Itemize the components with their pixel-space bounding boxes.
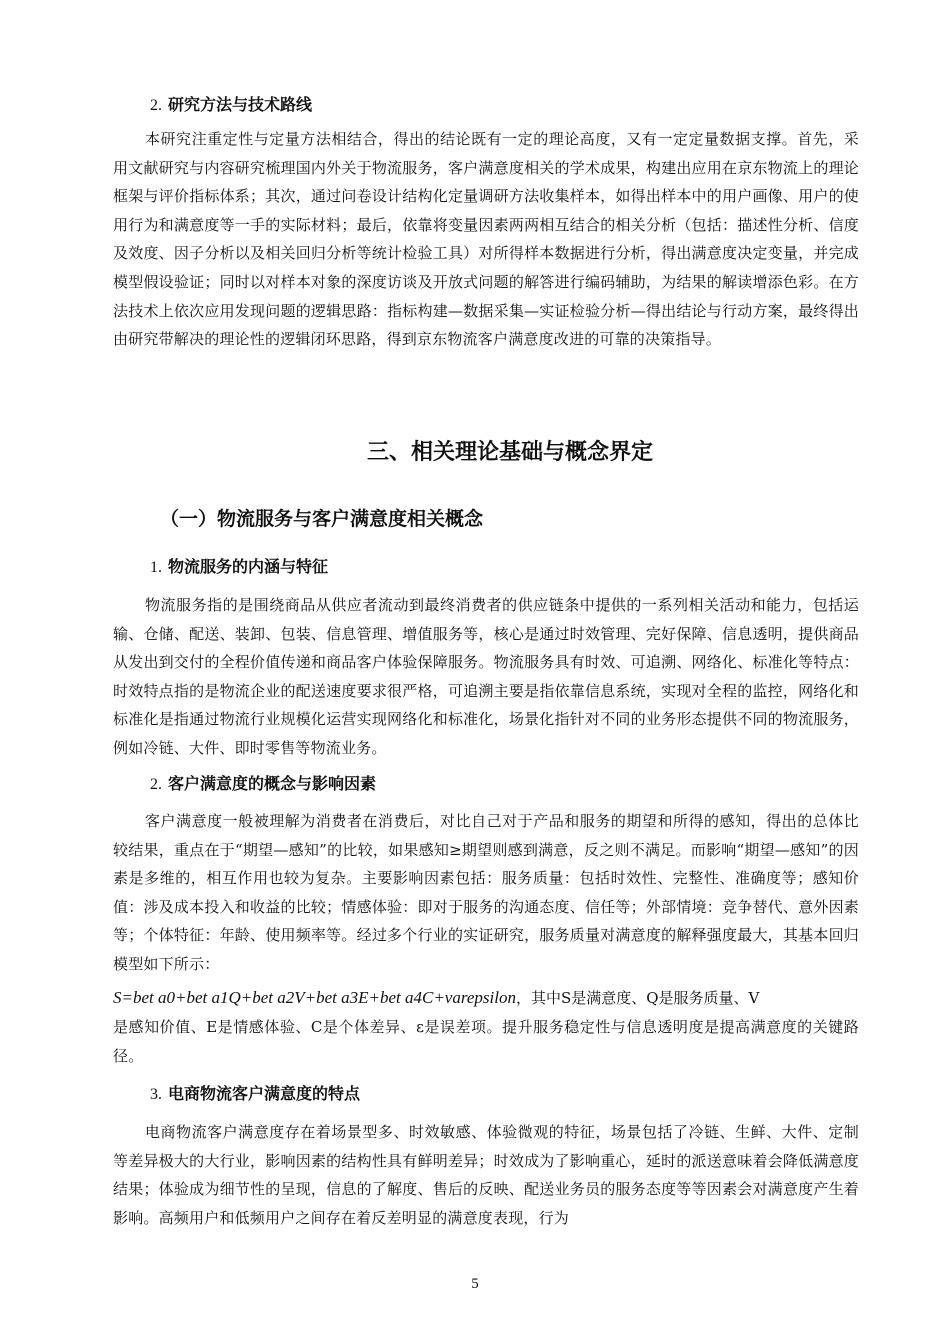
formula-explanation: ，其中S是满意度、Q是服务质量、V xyxy=(515,989,760,1007)
heading-number: 2. xyxy=(150,97,162,114)
paragraph-logistics-service: 物流服务指的是围绕商品从供应者流动到最终消费者的供应链条中提供的一系列相关活动和能力，包括运输、仓储、配送、装卸、包装、信息管理、增值服务等，核心是通过时效管理、完好保障、信息透明，提供商品从发出到交付的全程价值传递和商品客户体验保障服务。物流服务具有时效、可追溯、网络化、标准化等特点：时效特点指的是物流企业的配送速度要求很严格，可追溯主要是指依靠信息系统，实现对全程的监控，网络化和标准化是指通过物流行业规模化运营实现网络化和标准化，场景化指针对不同的业务形态提供不同的物流服务，例如冷链、大件、即时零售等物流业务。 xyxy=(113,596,859,757)
heading-customer-satisfaction xyxy=(150,773,376,796)
section-title: （一）物流服务与客户满意度相关概念 xyxy=(160,508,484,530)
heading-text: 物流服务的内涵与特征 xyxy=(168,557,329,576)
regression-formula-line xyxy=(113,984,859,1012)
heading-research-method xyxy=(150,94,312,117)
page-number: 5 xyxy=(471,1276,479,1292)
heading-text: 客户满意度的概念与影响因素 xyxy=(168,774,377,793)
heading-text: 研究方法与技术路线 xyxy=(168,95,313,114)
heading-number: 2. xyxy=(150,776,162,793)
paragraph-ecommerce-satisfaction: 电商物流客户满意度存在着场景型多、时效敏感、体验微观的特征，场景包括了冷链、生鲜、大件、定制等差异极大的大行业，影响因素的结构性具有鲜明差异；时效成为了影响重心，延时的派送意味着会降低满意度结果；体验成为细节性的呈现，信息的了解度、售后的反映、配送业务员的服务态度等等因素会对满意度产生着影响。高频用户和低频用户之间存在着反差明显的满意度表现，行为 xyxy=(113,1123,859,1227)
chapter-title: 三、相关理论基础与概念界定 xyxy=(366,440,653,465)
paragraph-formula-continuation: 是感知价值、E是情感体验、C是个体差异、ε是误差项。提升服务稳定性与信息透明度是提高满意度的关键路径。 xyxy=(113,1018,859,1065)
heading-number: 3. xyxy=(150,1086,162,1103)
regression-formula: S=bet a0+bet a1Q+bet a2V+bet a3E+bet a4C+varepsilon xyxy=(113,988,516,1007)
paragraph-customer-satisfaction: 客户满意度一般被理解为消费者在消费后，对比自己对于产品和服务的期望和所得的感知，得出的总体比较结果，重点在于“期望—感知”的比较，如果感知≥期望则感到满意，反之则不满足。而影响“期望—感知”的因素是多维的，相互作用也较为复杂。主要影响因素包括：服务质量：包括时效性、完整性、准确度等；感知价值：涉及成本投入和收益的比较；情感体验：即对于服务的沟通态度、信任等；外部情境：竞争替代、意外因素等；个体特征：年龄、使用频率等。经过多个行业的实证研究，服务质量对满意度的解释强度最大，其基本回归模型如下所示： xyxy=(113,812,859,973)
heading-text: 电商物流客户满意度的特点 xyxy=(168,1084,361,1103)
heading-logistics-service xyxy=(150,556,328,579)
heading-ecommerce-satisfaction xyxy=(150,1083,360,1106)
heading-number: 1. xyxy=(150,559,162,576)
paragraph-research-method: 本研究注重定性与定量方法相结合，得出的结论既有一定的理论高度，又有一定定量数据支撑。首先，采用文献研究与内容研究梳理国内外关于物流服务，客户满意度相关的学术成果，构建出应用在京东物流上的理论框架与评价指标体系；其次，通过问卷设计结构化定量调研方法收集样本，如得出样本中的用户画像、用户的使用行为和满意度等一手的实际材料；最后，依靠将变量因素两两相互结合的相关分析（包括：描述性分析、信度及效度、因子分析以及相关回归分析等统计检验工具）对所得样本数据进行分析，得出满意度决定变量，并完成模型假设验证；同时以对样本对象的深度访谈及开放式问题的解答进行编码辅助，为结果的解读增添色彩。在方法技术上依次应用发现问题的逻辑思路：指标构建—数据采集—实证检验分析—得出结论与行动方案，最终得出由研究带解决的理论性的逻辑闭环思路，得到京东物流客户满意度改进的可靠的决策指导。 xyxy=(113,130,859,349)
